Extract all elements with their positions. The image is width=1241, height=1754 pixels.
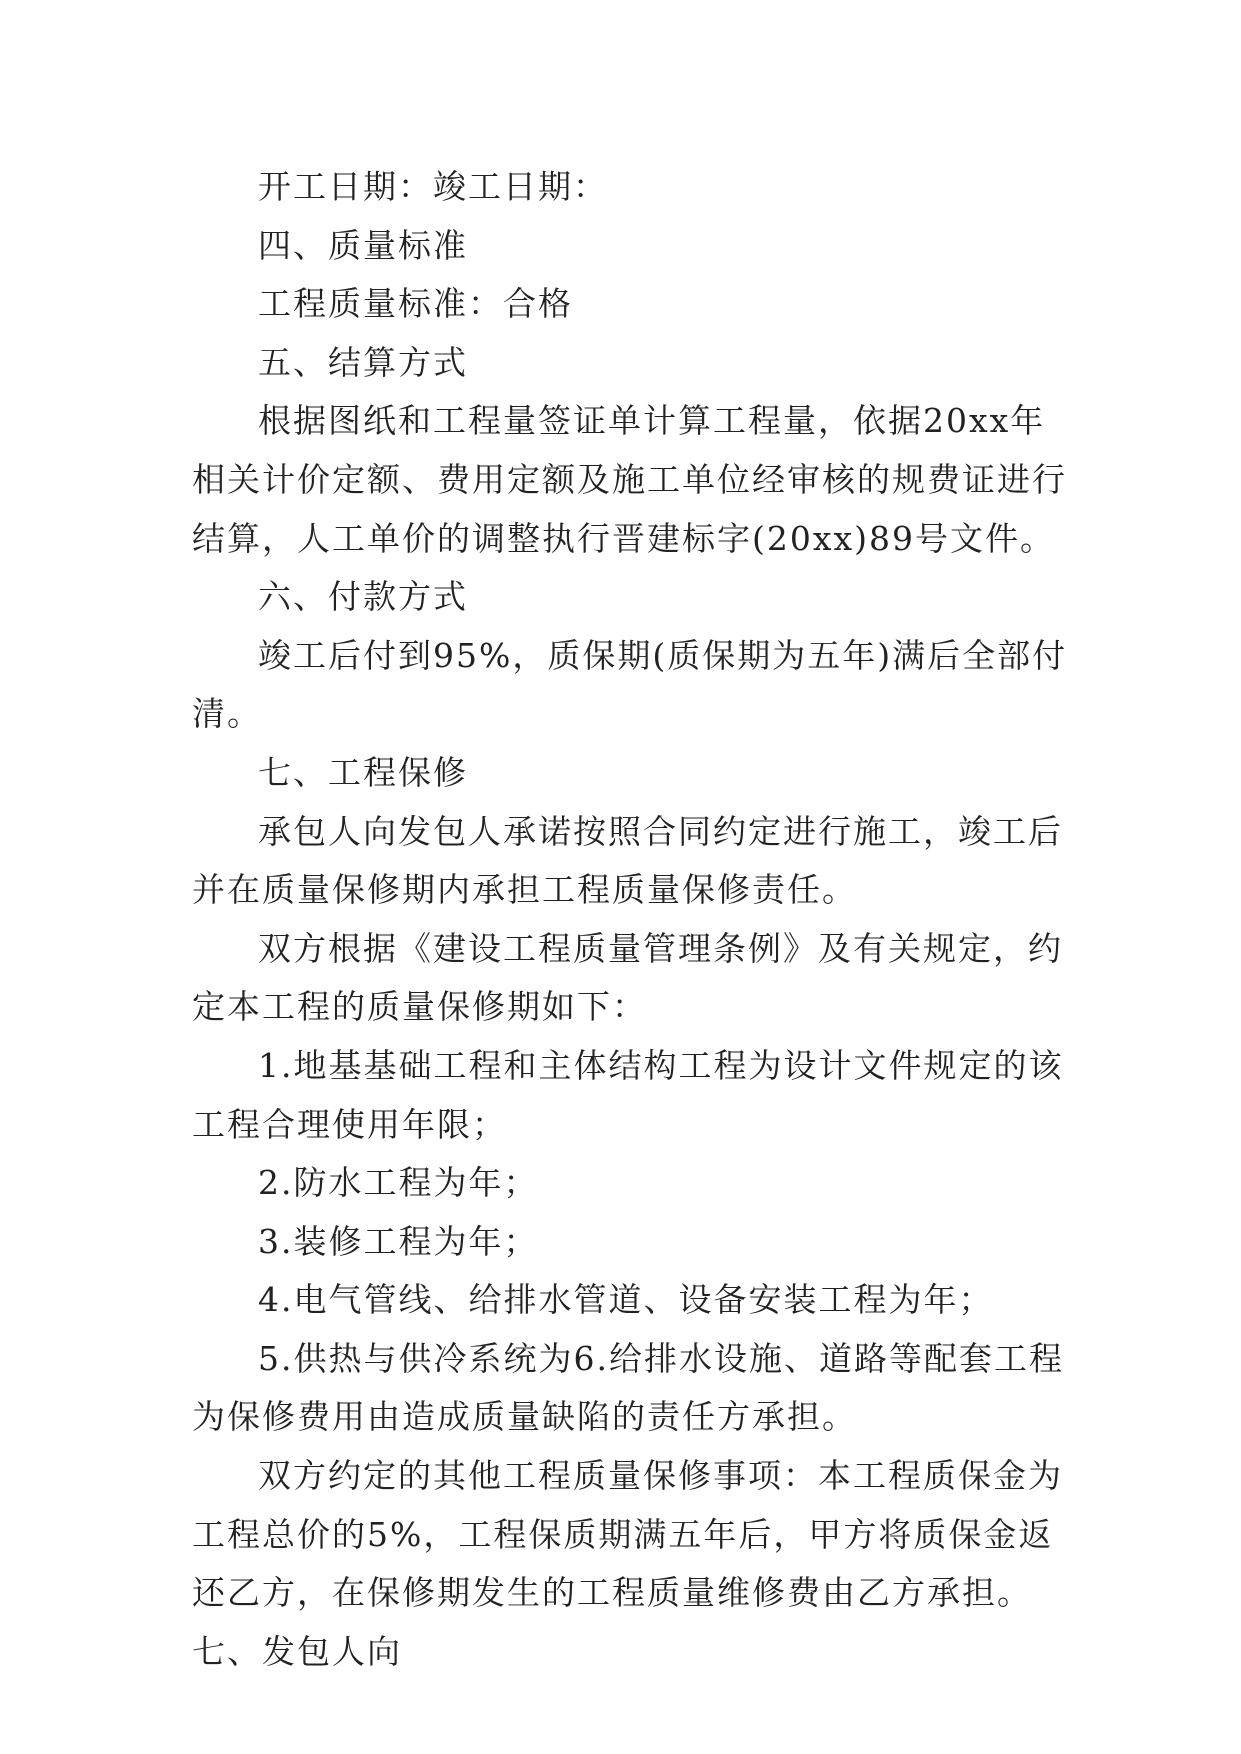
paragraph-settlement: 根据图纸和工程量签证单计算工程量，依据20xx年相关计价定额、费用定额及施工单位经审核的规费证进行结算，人工单价的调整执行晋建标字(20xx)89号文件。	[192, 401, 1067, 558]
paragraph-dates: 开工日期：竣工日期：	[258, 167, 608, 206]
heading-quality-standard: 四、质量标准	[258, 225, 468, 265]
paragraph-warranty-commitment: 承包人向发包人承诺按照合同约定进行施工，竣工后并在质量保修期内承担工程质量保修责任。	[192, 811, 1063, 910]
heading-warranty: 七、工程保修	[258, 752, 468, 792]
paragraph-warranty-period-intro: 双方根据《建设工程质量管理条例》及有关规定，约定本工程的质量保修期如下：	[192, 928, 1063, 1027]
list-item-heating: 5.供热与供冷系统为6.给排水设施、道路等配套工程为保修费用由造成质量缺陷的责任方承担。	[192, 1338, 1064, 1437]
paragraph-quality-standard: 工程质量标准：合格	[258, 284, 573, 324]
heading-settlement: 五、结算方式	[258, 342, 468, 382]
paragraph-other-warranty: 双方约定的其他工程质量保修事项：本工程质保金为工程总价的5%，工程保质期满五年后，甲方将质保金返还乙方，在保修期发生的工程质量维修费由乙方承担。七、发包人向	[192, 1456, 1063, 1671]
list-item-foundation: 1.地基基础工程和主体结构工程为设计文件规定的该工程合理使用年限；	[192, 1045, 1064, 1144]
list-item-waterproof: 2.防水工程为年；	[258, 1163, 539, 1203]
list-item-electrical: 4.电气管线、给排水管道、设备安装工程为年；	[258, 1280, 994, 1320]
paragraph-payment: 竣工后付到95%，质保期(质保期为五年)满后全部付清。	[192, 635, 1068, 734]
list-item-decoration: 3.装修工程为年；	[258, 1221, 539, 1261]
document-body	[192, 158, 1072, 1681]
heading-payment: 六、付款方式	[258, 577, 468, 617]
